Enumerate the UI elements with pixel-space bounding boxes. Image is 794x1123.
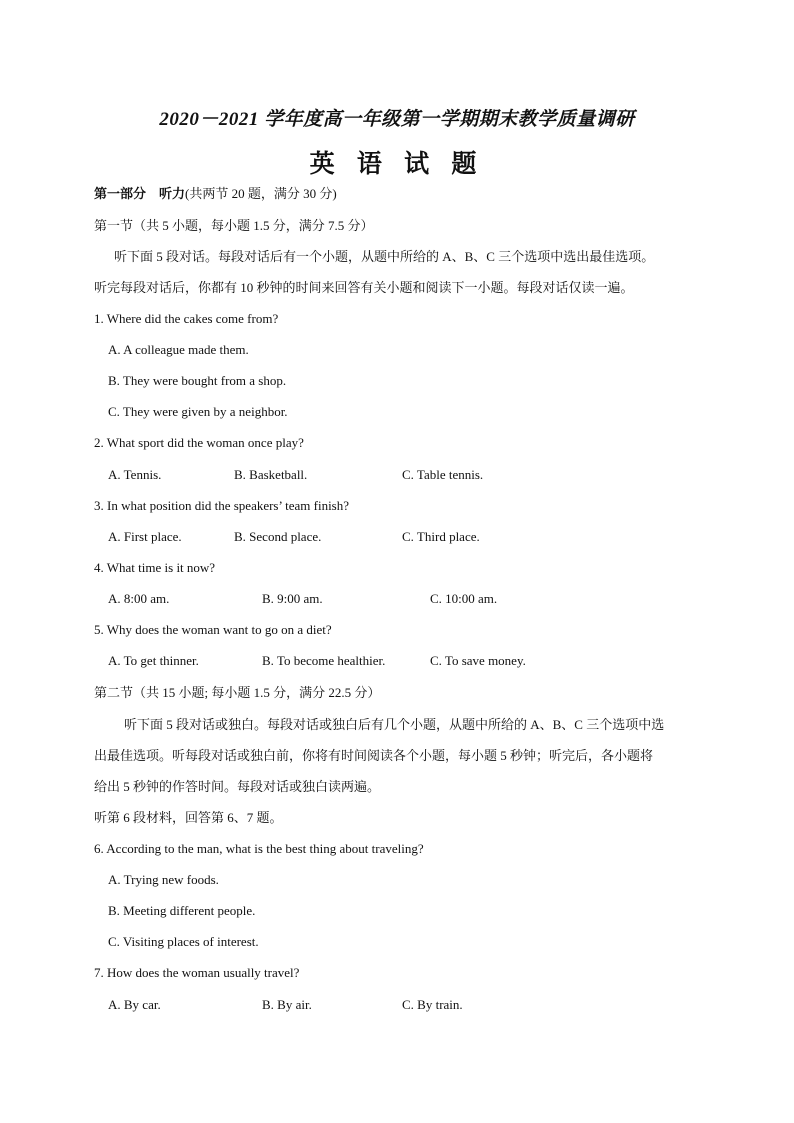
section1-instructions-line1: 听下面 5 段对话。每段对话后有一个小题，从题中所给的 A、B、C 三个选项中选出最佳选项。	[114, 249, 655, 264]
option-b: B. 9:00 am.	[262, 591, 323, 606]
question-stem: 2. What sport did the woman once play?	[94, 435, 304, 450]
option-c: C. Visiting places of interest.	[108, 934, 259, 949]
option-c: C. To save money.	[430, 653, 526, 668]
option-c: C. Third place.	[402, 529, 480, 544]
section2-heading: 第二节（共 15 小题; 每小题 1.5 分，满分 22.5 分）	[94, 685, 381, 700]
question-stem: 5. Why does the woman want to go on a diet?	[94, 622, 332, 637]
option-a: A. Trying new foods.	[108, 872, 219, 887]
option-c: C. By train.	[402, 997, 463, 1012]
option-a: A. First place.	[108, 529, 182, 544]
option-a: A. 8:00 am.	[108, 591, 170, 606]
part1-heading	[94, 185, 337, 203]
option-b: B. To become healthier.	[262, 653, 386, 668]
option-c: C. 10:00 am.	[430, 591, 498, 606]
section2-instructions-line2: 出最佳选项。听每段对话或独白前，你将有时间阅读各个小题，每小题 5 秒钟；听完后，各小题将	[94, 748, 654, 763]
part1-heading-bold: 第一部分 听力	[94, 186, 186, 201]
option-b: B. Second place.	[234, 529, 322, 544]
section1-heading: 第一节（共 5 小题，每小题 1.5 分，满分 7.5 分）	[94, 218, 374, 233]
option-b: B. They were bought from a shop.	[108, 373, 287, 388]
section2-instructions-line3: 给出 5 秒钟的作答时间。每段对话或独白读两遍。	[94, 779, 381, 794]
option-b: B. By air.	[262, 997, 312, 1012]
question-stem: 3. In what position did the speakers’ team finish?	[94, 498, 350, 513]
material-6-note: 听第 6 段材料，回答第 6、7 题。	[94, 810, 283, 825]
section2-instructions-line1: 听下面 5 段对话或独白。每段对话或独白后有几个小题，从题中所给的 A、B、C 三个选项中选	[124, 717, 665, 732]
option-a: A. By car.	[108, 997, 161, 1012]
option-a: A. A colleague made them.	[108, 342, 249, 357]
question-stem: 1. Where did the cakes come from?	[94, 311, 279, 326]
option-c: C. They were given by a neighbor.	[108, 404, 288, 419]
question-stem: 4. What time is it now?	[94, 560, 216, 575]
option-b: B. Basketball.	[234, 467, 308, 482]
section1-instructions-line2: 听完每段对话后，你都有 10 秒钟的时间来回答有关小题和阅读下一小题。每段对话仅读一遍。	[94, 280, 634, 295]
option-a: A. To get thinner.	[108, 653, 199, 668]
question-stem: 7. How does the woman usually travel?	[94, 965, 300, 980]
exam-title: 2020－2021 学年度高一年级第一学期期末教学质量调研	[159, 109, 635, 130]
part1-heading-rest: (共两节 20 题，满分 30 分)	[185, 186, 337, 201]
question-stem: 6. According to the man, what is the best thing about traveling?	[94, 841, 424, 856]
subject-title: 英 语 试 题	[309, 151, 485, 178]
option-b: B. Meeting different people.	[108, 903, 256, 918]
option-a: A. Tennis.	[108, 467, 162, 482]
option-c: C. Table tennis.	[402, 467, 484, 482]
